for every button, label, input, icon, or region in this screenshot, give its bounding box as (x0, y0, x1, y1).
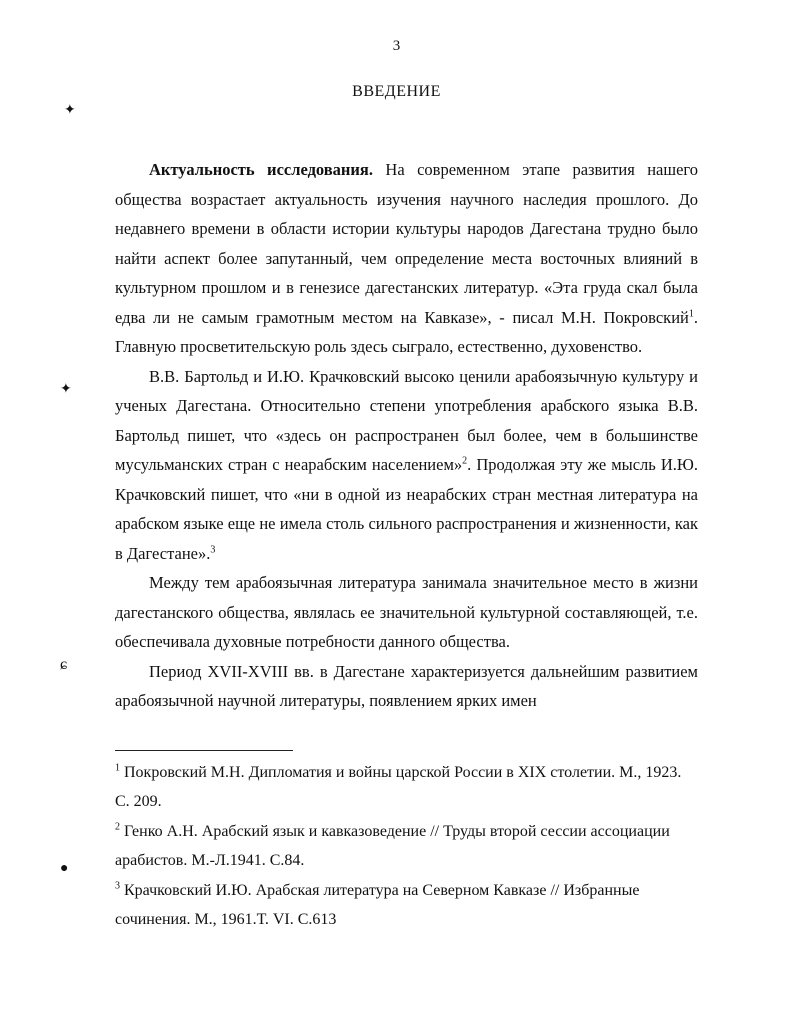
margin-mark-4: ● (60, 861, 69, 876)
footnote-text: Генко А.Н. Арабский язык и кавказоведение // Труды второй сессии ассоциации арабистов. М.-Л.1941. С.84. (115, 823, 670, 869)
footnote-1 (115, 758, 698, 816)
paragraph-bartold (115, 362, 698, 569)
paragraph-relevance (115, 155, 698, 362)
section-title: ВВЕДЕНИЕ (352, 83, 441, 100)
footnote-2 (115, 817, 698, 875)
paragraph-period: Период XVII-XVIII вв. в Дагестане характеризуется дальнейшим развитием арабоязычной научной литературы, появлением ярких имен (115, 661, 698, 710)
body-text (115, 155, 698, 716)
paragraph-text: . Продолжая эту же мысль И.Ю. Крачковский пишет, что «ни в одной из неарабских стран местная литература на арабском языке еще не имела столь сильного распространения и жизненности, как в Дагестане». (115, 455, 698, 563)
paragraph-text: В.В. Бартольд и И.Ю. Крачковский высоко ценили арабоязычную культуру и ученых Дагестана. Относительно степени употребления арабского языка В.В. Бартольд пишет, что «здесь он распространен был более, чем в большинстве мусульманских стран с неарабским населением» (115, 366, 698, 474)
footnote-text: Крачковский И.Ю. Арабская литература на Северном Кавказе // Избранные сочинения. М., 1961.Т. VI. С.613 (115, 882, 640, 928)
paragraph-lead: Актуальность исследования. (149, 160, 373, 179)
footnote-text: Покровский М.Н. Дипломатия и войны царской России в XIX столетии. М., 1923. С. 209. (115, 764, 682, 810)
margin-mark-2: ✦ (60, 382, 72, 397)
margin-mark-1: ✦ (64, 103, 76, 118)
footnote-3 (115, 876, 698, 934)
paragraph-text: На современном этапе развития нашего общества возрастает актуальность изучения научного наследия прошлого. До недавнего времени в области истории культуры народов Дагестана трудно было найти аспект более запутанный, чем определение места восточных влияний в культурном прошлом и в генезисе дагестанских литератур. «Эта груда скал была едва ли не самым грамотным местом на Кавказе», - писал М.Н. Покровский (115, 160, 698, 327)
margin-mark-3: ɕ (60, 656, 68, 673)
footnote-ref-1: 1 (688, 308, 694, 319)
footnote-number: 1 (115, 762, 120, 774)
paragraph-literature: Между тем арабоязычная литература занимала значительное место в жизни дагестанского общества, являлась ее значительной культурной составляющей, т.е. обеспечивала духовные потребности данного общества. (115, 573, 698, 651)
footnote-divider (115, 750, 293, 751)
paragraph-text: . Главную просветительскую роль здесь сыграло, естественно, духовенство. (115, 307, 698, 356)
page-number: 3 (392, 38, 401, 54)
footnote-ref-2: 2 (462, 455, 468, 467)
footnotes (115, 758, 698, 935)
footnote-number: 2 (115, 821, 120, 833)
footnote-number: 3 (115, 880, 120, 892)
footnote-ref-3: 3 (210, 544, 216, 555)
